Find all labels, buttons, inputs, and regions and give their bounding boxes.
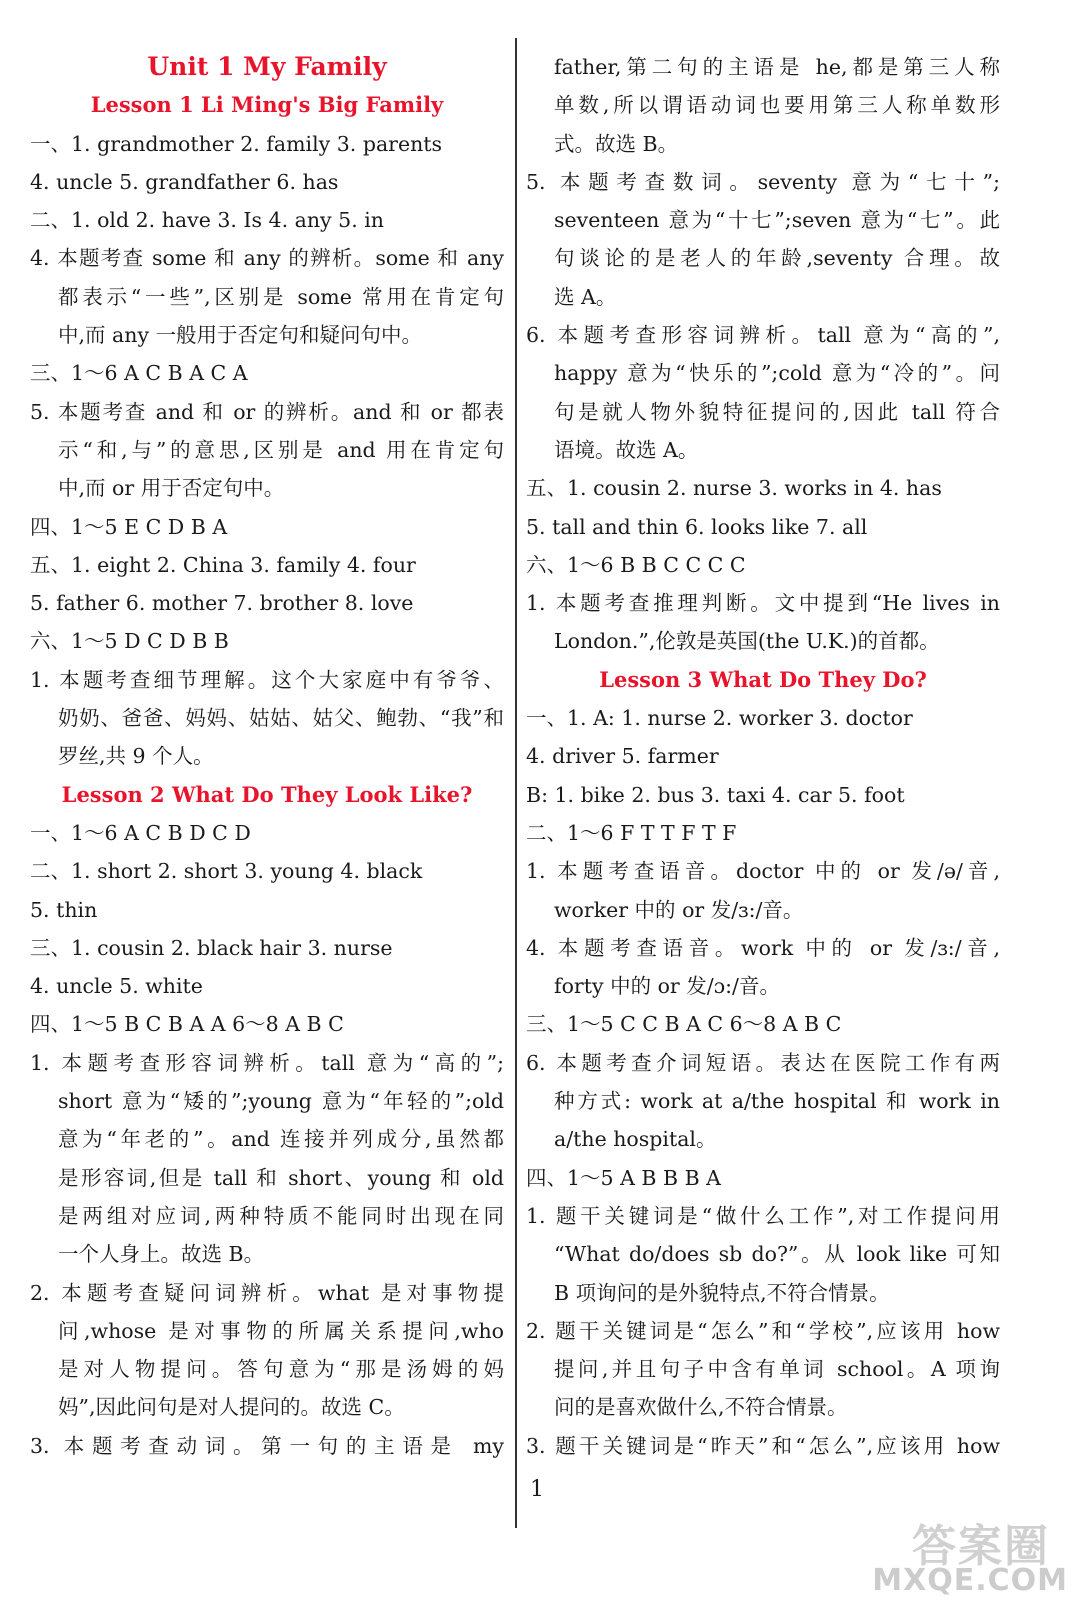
answer-line: father,第二句的主语是 he,都是第三人称 [554,55,1000,79]
answer-line: short 意为“矮的”;young 意为“年轻的”;old [58,1089,504,1114]
answer-line: 五、1. eight 2. China 3. family 4. four [30,552,416,577]
column-divider [515,38,517,1528]
right-column [526,48,1000,1465]
answer-line: 1. 本题考查形容词辨析。tall 意为“高的”; [30,1050,504,1075]
answer-line: 句谈论的是老人的年龄,seventy 合理。故 [554,246,1000,271]
answer-line: 奶奶、爸爸、妈妈、姑姑、姑父、鲍勃、“我”和 [58,706,504,731]
answer-line: 句是就人物外貌特征提问的,因此 tall 符合 [554,399,1000,424]
answer-line: 2. 本题考查疑问词辨析。what 是对事物提 [30,1280,504,1305]
answer-line: 选 A。 [554,284,617,309]
answer-line: 三、1～6 A C B A C A [30,361,248,386]
answer-line: 1. 本题考查推理判断。文中提到“He lives in [526,591,1000,616]
answer-line: 四、1～5 B C B A A 6～8 A B C [30,1012,344,1037]
answer-line: 问,whose 是对事物的所属关系提问,who [58,1318,504,1343]
answer-line: 是对人物提问。答句意为“那是汤姆的妈 [58,1357,504,1382]
answer-line: 一、1～6 A C B D C D [30,820,251,845]
answer-line: a/the hospital。 [554,1127,717,1152]
answer-line: 种方式: work at a/the hospital 和 work in [554,1089,1000,1114]
answer-line: “What do/does sb do?”。从 look like 可知 [554,1242,1000,1267]
answer-line: 6. 本题考查形容词辨析。tall 意为“高的”, [526,323,1000,348]
answer-line: 中,而 or 用于否定句中。 [58,476,285,501]
answer-line: 式。故选 B。 [554,131,679,156]
answer-line: B 项询问的是外貌特点,不符合情景。 [554,1280,890,1305]
page-number: 1 [530,1477,544,1502]
unit-title: Unit 1 My Family [147,52,387,81]
answer-line: seventeen 意为“十七”;seven 意为“七”。此 [554,208,1000,233]
answer-line: 三、1. cousin 2. black hair 3. nurse [30,935,393,960]
answer-line: 3. 本题考查动词。第一句的主语是 my [30,1433,504,1458]
answer-line: B: 1. bike 2. bus 3. taxi 4. car 5. foot [526,782,905,807]
lesson-heading: Lesson 3 What Do They Do? [599,666,927,692]
answer-line: 4. uncle 5. white [30,974,203,999]
watermark-logo [872,1510,1068,1598]
lesson-heading: Lesson 1 Li Ming's Big Family [90,92,444,118]
answer-line: 四、1～5 E C D B A [30,514,228,539]
answer-line: 五、1. cousin 2. nurse 3. works in 4. has [526,476,942,501]
answer-line: 中,而 any 一般用于否定句和疑问句中。 [58,323,423,348]
answer-line: London.”,伦敦是英国(the U.K.)的首都。 [554,629,940,654]
answer-line: 1. 本题考查语音。doctor 中的 or 发/ə/音, [526,859,1000,884]
answer-line: 意为“年老的”。and 连接并列成分,虽然都 [58,1127,504,1152]
answer-line: 是形容词,但是 tall 和 short、young 和 old [58,1165,504,1190]
answer-line: 4. driver 5. farmer [526,744,719,769]
answer-line: 语境。故选 A。 [554,437,699,462]
watermark-url: MXQE.COM [872,1563,1068,1598]
answer-line: 二、1. old 2. have 3. Is 4. any 5. in [30,208,384,233]
answer-line: worker 中的 or 发/ɜ:/音。 [554,897,804,922]
lesson-heading: Lesson 2 What Do They Look Like? [61,781,473,807]
answer-line: 问的是喜欢做什么,不符合情景。 [554,1395,848,1420]
answer-line: 4. uncle 5. grandfather 6. has [30,169,339,194]
answer-line: 一、1. grandmother 2. family 3. parents [30,131,443,156]
answer-line: 5. tall and thin 6. looks like 7. all [526,514,868,539]
answer-line: 单数,所以谓语动词也要用第三人称单数形 [554,93,1000,118]
answer-line: 六、1～6 B B C C C C [526,552,746,577]
answer-line: 二、1～6 F T T F T F [526,820,737,845]
answer-line: 1. 本题考查细节理解。这个大家庭中有爷爷、 [30,667,504,692]
watermark-text: 答案圈 [912,1521,1050,1572]
answer-line: 5. father 6. mother 7. brother 8. love [30,591,414,616]
answer-line: forty 中的 or 发/ɔ:/音。 [554,974,780,999]
answer-line: 六、1～5 D C D B B [30,629,229,654]
answer-line: 4. 本题考查语音。work 中的 or 发/ɜ:/音, [526,935,1000,960]
answer-line: 是两组对应词,两种特质不能同时出现在同 [58,1203,504,1228]
answer-line: 妈”,因此问句是对人提问的。故选 C。 [58,1395,405,1420]
answer-line: 1. 题干关键词是“做什么工作”,对工作提问用 [526,1203,1000,1228]
answer-line: 5. 本题考查数词。seventy 意为“七十”; [526,169,1000,194]
answer-line: 5. thin [30,897,98,922]
answer-line: 6. 本题考查介词短语。表达在医院工作有两 [526,1050,1000,1075]
answer-line: 提问,并且句子中含有单词 school。A 项询 [554,1357,1000,1382]
answer-line: 2. 题干关键词是“怎么”和“学校”,应该用 how [526,1318,1000,1343]
answer-line: 一个人身上。故选 B。 [58,1242,265,1267]
answer-line: 一、1. A: 1. nurse 2. worker 3. doctor [526,706,913,731]
left-column [30,48,504,1465]
answer-line: 4. 本题考查 some 和 any 的辨析。some 和 any [30,246,504,271]
answer-line: 四、1～5 A B B B A [526,1165,721,1190]
answer-line: 示“和,与”的意思,区别是 and 用在肯定句 [58,437,504,462]
answer-line: 罗丝,共 9 个人。 [58,744,214,769]
answer-line: 都表示“一些”,区别是 some 常用在肯定句 [58,284,504,309]
answer-line: 3. 题干关键词是“昨天”和“怎么”,应该用 how [526,1433,1000,1458]
answer-line: 三、1～5 C C B A C 6～8 A B C [526,1012,842,1037]
answer-line: 二、1. short 2. short 3. young 4. black [30,859,423,884]
answer-line: happy 意为“快乐的”;cold 意为“冷的”。问 [554,361,1000,386]
answer-line: 5. 本题考查 and 和 or 的辨析。and 和 or 都表 [30,399,504,424]
